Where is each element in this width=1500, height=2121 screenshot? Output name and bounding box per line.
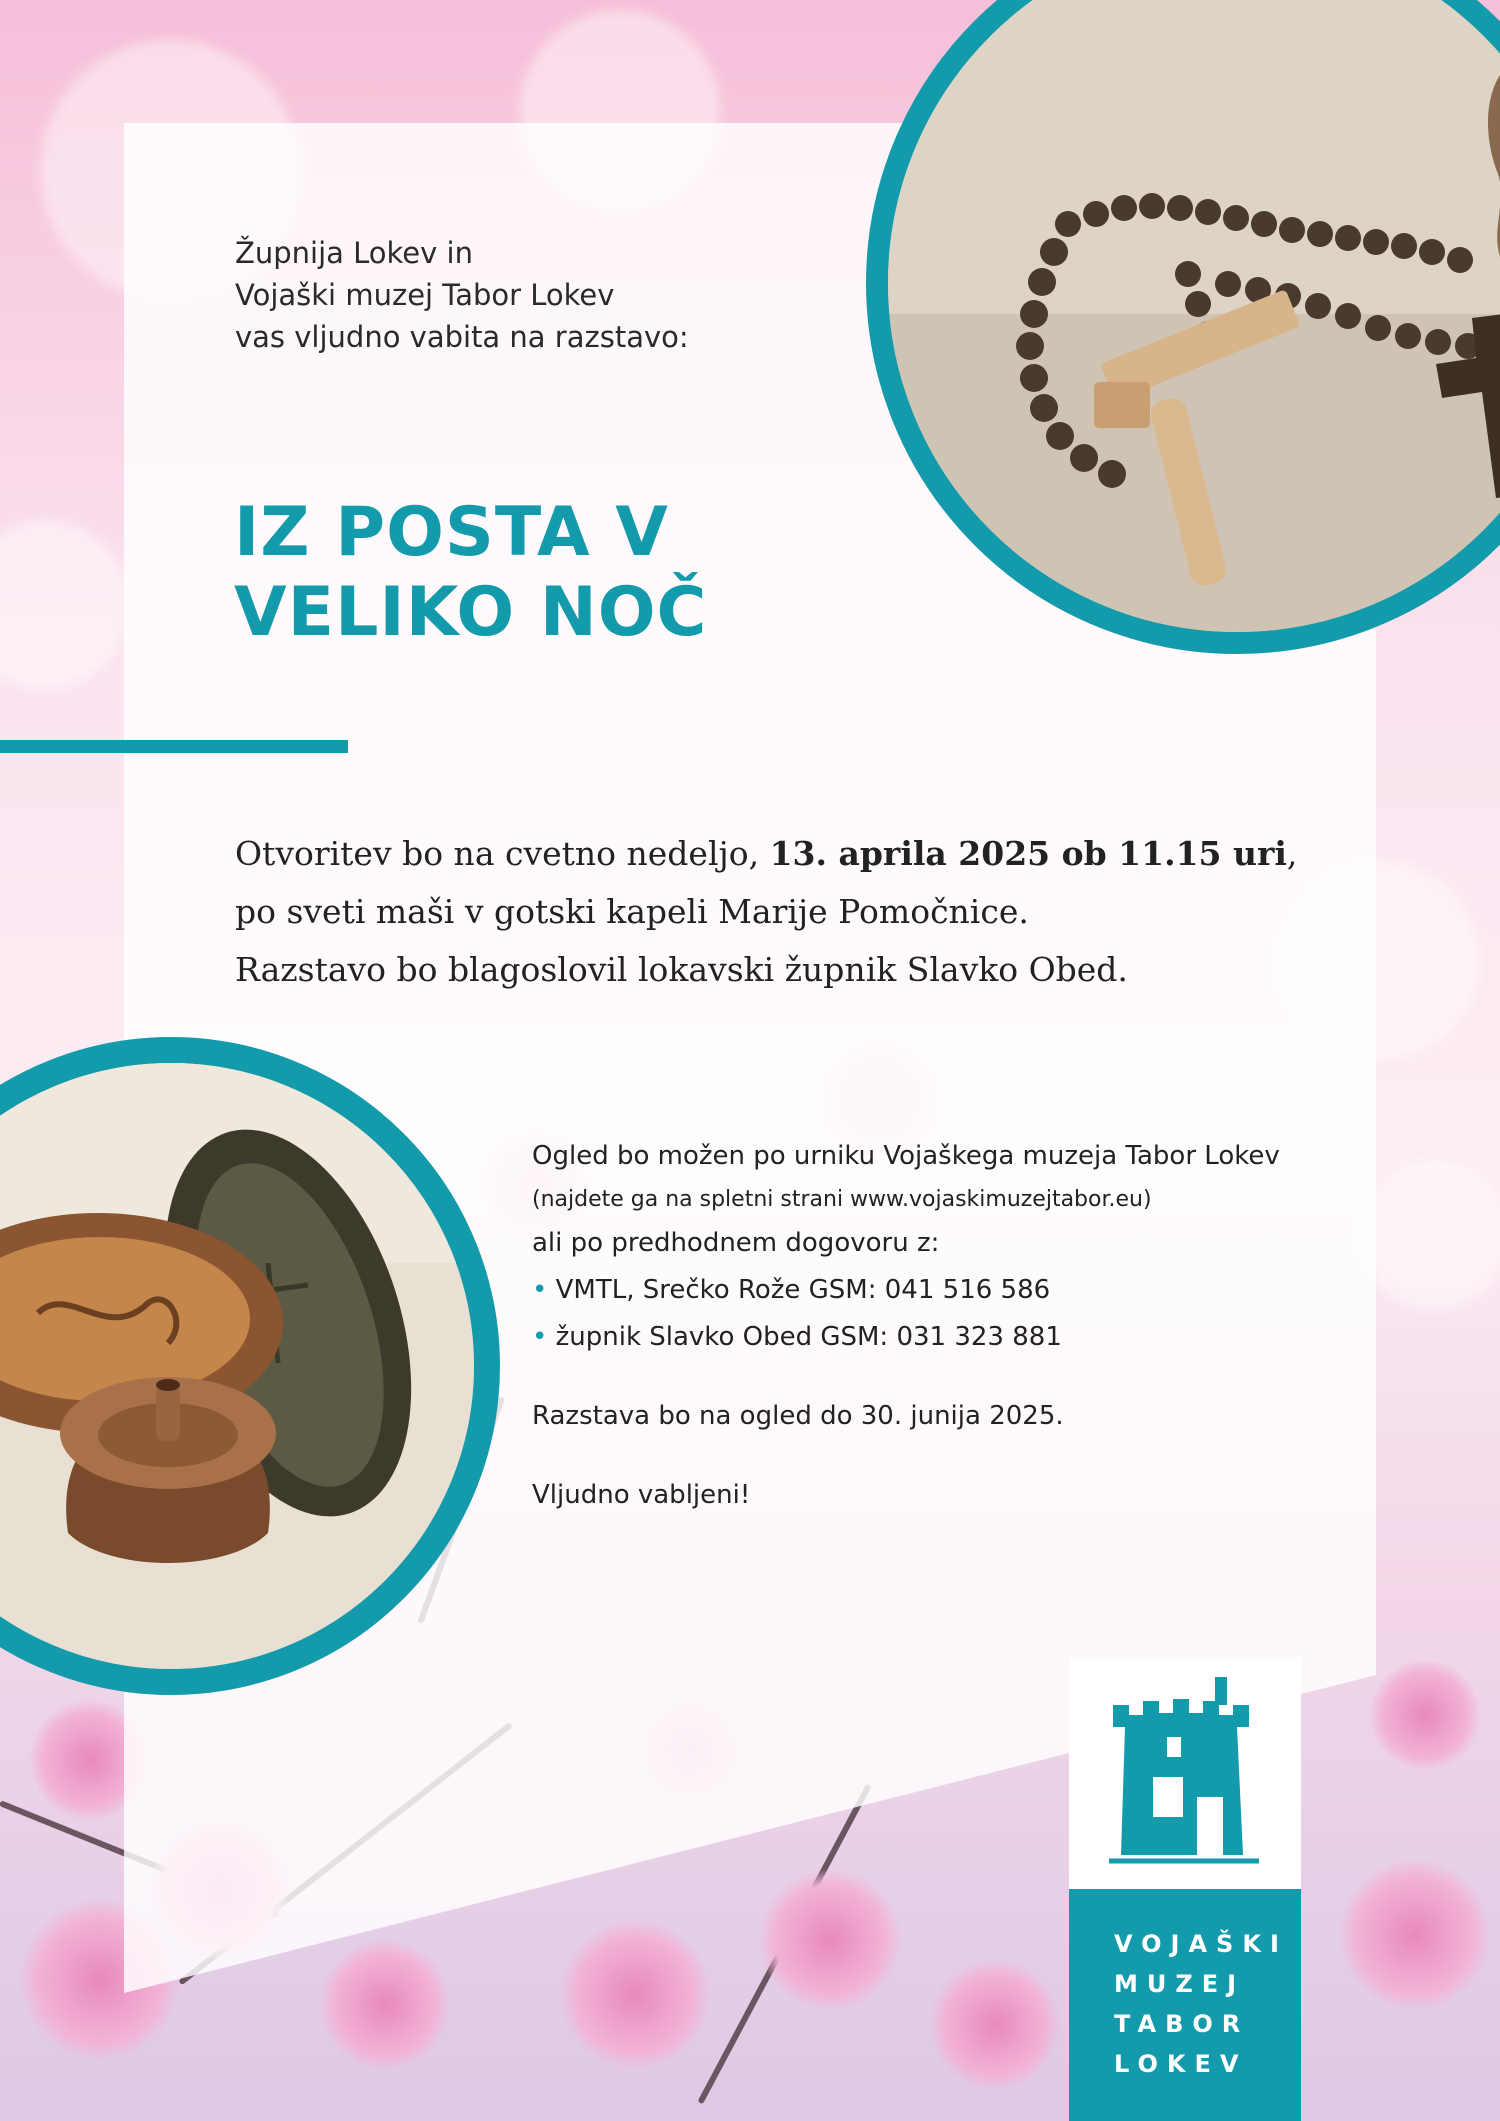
- invitation-line-3: vas vljudno vabita na razstavo:: [235, 320, 689, 354]
- bullet-icon: •: [532, 1275, 548, 1305]
- bullet-icon: •: [532, 1322, 548, 1352]
- accent-divider: [0, 740, 348, 753]
- logo-line-4: LOKEV: [1114, 2050, 1248, 2078]
- museum-logo-box: [1069, 1657, 1301, 1889]
- opening-details: [235, 825, 1297, 999]
- exhibition-until: Razstava bo na ogled do 30. junija 2025.: [532, 1401, 1064, 1431]
- visit-info: [532, 1133, 1280, 1519]
- contact-item-2: [532, 1314, 1280, 1361]
- logo-line-1: VOJAŠKI: [1114, 1930, 1288, 1958]
- rosary-cross-and-rattle-photo: [866, 0, 1500, 654]
- tower-icon: [1069, 1657, 1301, 1889]
- opening-line-1: [235, 825, 1297, 883]
- logo-line-3: TABOR: [1114, 2010, 1250, 2038]
- invitation-line-1: Župnija Lokev in: [235, 236, 473, 270]
- visit-line-1: Ogled bo možen po urniku Vojaškega muzeja Tabor Lokev: [532, 1141, 1280, 1171]
- contact-2-text: župnik Slavko Obed GSM: 031 323 881: [555, 1322, 1062, 1352]
- opening-line-1-end: ,: [1286, 834, 1298, 873]
- exhibition-title: [234, 493, 707, 653]
- contact-1-text: VMTL, Srečko Rože GSM: 041 516 586: [555, 1275, 1051, 1305]
- contact-item-1: [532, 1267, 1280, 1314]
- title-line-1: IZ POSTA V: [234, 493, 669, 572]
- visit-line-3: ali po predhodnem dogovoru z:: [532, 1228, 940, 1258]
- invitation-text: [235, 232, 689, 358]
- opening-line-2: po sveti maši v gotski kapeli Marije Pomočnice.: [235, 892, 1029, 931]
- closing-greeting: Vljudno vabljeni!: [532, 1480, 751, 1510]
- visit-website-note: (najdete ga na spletni strani www.vojaskimuzejtabor.eu): [532, 1187, 1152, 1212]
- opening-line-3: Razstavo bo blagoslovil lokavski župnik Slavko Obed.: [235, 950, 1128, 989]
- ceramic-baking-molds-photo: [0, 1037, 500, 1695]
- museum-logo-text: [1114, 1924, 1288, 2084]
- invitation-line-2: Vojaški muzej Tabor Lokev: [235, 278, 615, 312]
- logo-line-2: MUZEJ: [1114, 1970, 1246, 1998]
- opening-line-1-start: Otvoritev bo na cvetno nedeljo,: [235, 834, 770, 873]
- opening-date-time: 13. aprila 2025 ob 11.15 uri: [769, 834, 1287, 873]
- title-line-2: VELIKO NOČ: [234, 573, 708, 652]
